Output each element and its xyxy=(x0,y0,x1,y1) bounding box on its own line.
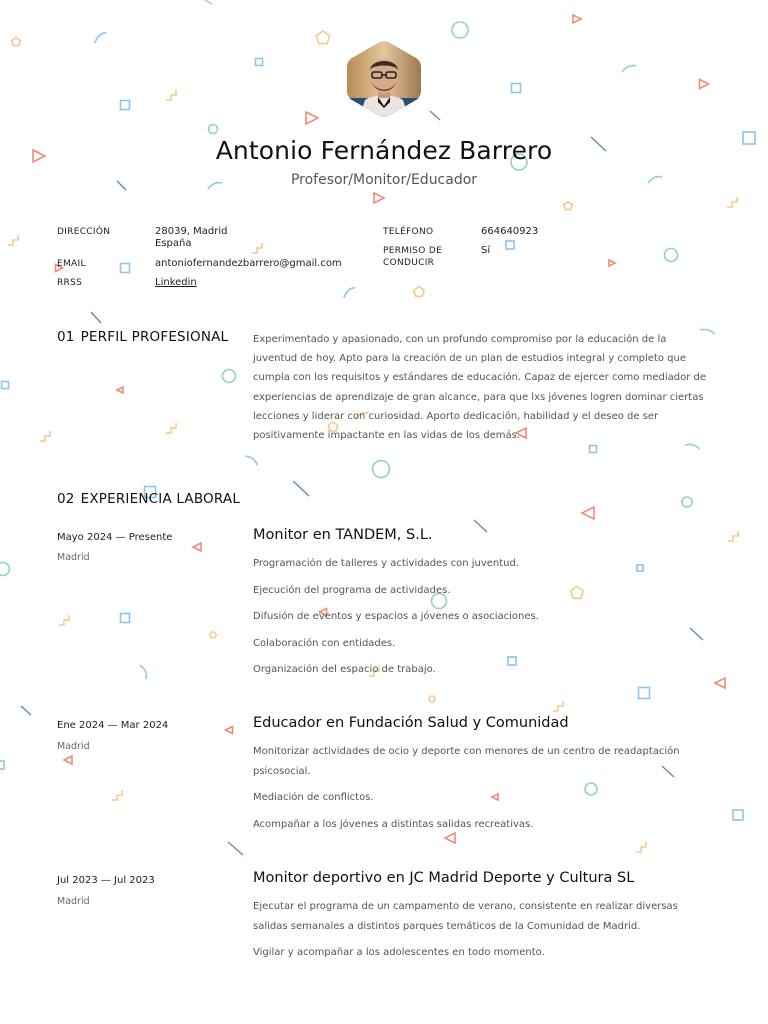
job-duty-item: Programación de talleres y actividades con juventud. xyxy=(253,558,520,569)
job-city: Madrid xyxy=(57,552,90,563)
section-heading: EXPERIENCIA LABORAL xyxy=(80,491,241,507)
profile-text: Experimentado y apasionado, con un profundo compromiso por la educación de la juventud de hoy. Apto para la creación de un plan de estudios integral y completo que cumpla con los requisitos y estándares de educación. Capaz de ejercer como mediador de experiencias de aprendizaje de gran alcance, para que lxs jóvenes logren dominar ciertas lecciones y liderar con curiosidad. Aporto dedicación, habilidad y el deseo de ser positivamente impactante en las vidas de los demás. xyxy=(253,334,707,442)
job-title: Monitor deportivo en JC Madrid Deporte y Cultura SL xyxy=(253,870,635,886)
section-number: 02 xyxy=(57,491,75,507)
job-duty-item: Acompañar a los jóvenes a distintas salidas recreativas. xyxy=(253,818,534,830)
experience-section-title xyxy=(57,491,240,507)
candidate-role: Profesor/Monitor/Educador xyxy=(290,172,478,188)
address-line2: España xyxy=(155,238,192,249)
job-duties-list xyxy=(253,554,708,687)
address-line1: 28039, Madrid xyxy=(155,226,228,237)
license-value: Sí xyxy=(481,245,491,256)
section-heading: PERFIL PROFESIONAL xyxy=(80,329,229,345)
profile-section-title xyxy=(57,329,228,345)
job-dates: Ene 2024 — Mar 2024 xyxy=(57,720,169,731)
phone-value: 664640923 xyxy=(481,226,539,237)
phone-label: TELÉFONO xyxy=(383,227,434,237)
linkedin-link[interactable]: Linkedin xyxy=(155,277,197,288)
candidate-name: Antonio Fernández Barrero xyxy=(215,136,553,165)
job-duty-item: Monitorizar actividades de ocio y deporte con menores de un centro de readaptación psicosocial. xyxy=(253,746,680,777)
profile-photo xyxy=(345,40,423,118)
job-city: Madrid xyxy=(57,741,90,752)
job-duty-item: Colaboración con entidades. xyxy=(253,637,396,649)
job-duties-list xyxy=(253,897,708,970)
email-value[interactable]: antoniofernandezbarrero@gmail.com xyxy=(155,258,342,269)
job-title: Monitor en TANDEM, S.L. xyxy=(253,527,433,543)
job-duty-item: Vigilar y acompañar a los adolescentes en todo momento. xyxy=(253,947,545,958)
social-label: RRSS xyxy=(57,278,83,288)
job-duty-item: Mediación de conflictos. xyxy=(253,792,374,803)
license-label-line1: PERMISO DE xyxy=(383,246,443,256)
job-duty-item: Organización del espacio de trabajo. xyxy=(253,664,436,675)
license-label-line2: CONDUCIR xyxy=(383,258,435,268)
email-label: EMAIL xyxy=(57,259,86,269)
job-dates: Jul 2023 — Jul 2023 xyxy=(57,875,155,886)
job-city: Madrid xyxy=(57,896,90,907)
job-duty-item: Ejecución del programa de actividades. xyxy=(253,584,451,596)
job-dates: Mayo 2024 — Presente xyxy=(57,532,173,543)
section-number: 01 xyxy=(57,329,75,345)
job-duty-item: Ejecutar el programa de un campamento de verano, consistente en realizar diversas salidas semanales a distintos parques temáticos de la Comunidad de Madrid. xyxy=(253,901,678,932)
address-label: DIRECCIÓN xyxy=(57,227,111,237)
job-duty-item: Difusión de eventos y espacios a jóvenes o asociaciones. xyxy=(253,611,539,622)
job-title: Educador en Fundación Salud y Comunidad xyxy=(253,715,569,731)
job-duties-list xyxy=(253,742,708,841)
